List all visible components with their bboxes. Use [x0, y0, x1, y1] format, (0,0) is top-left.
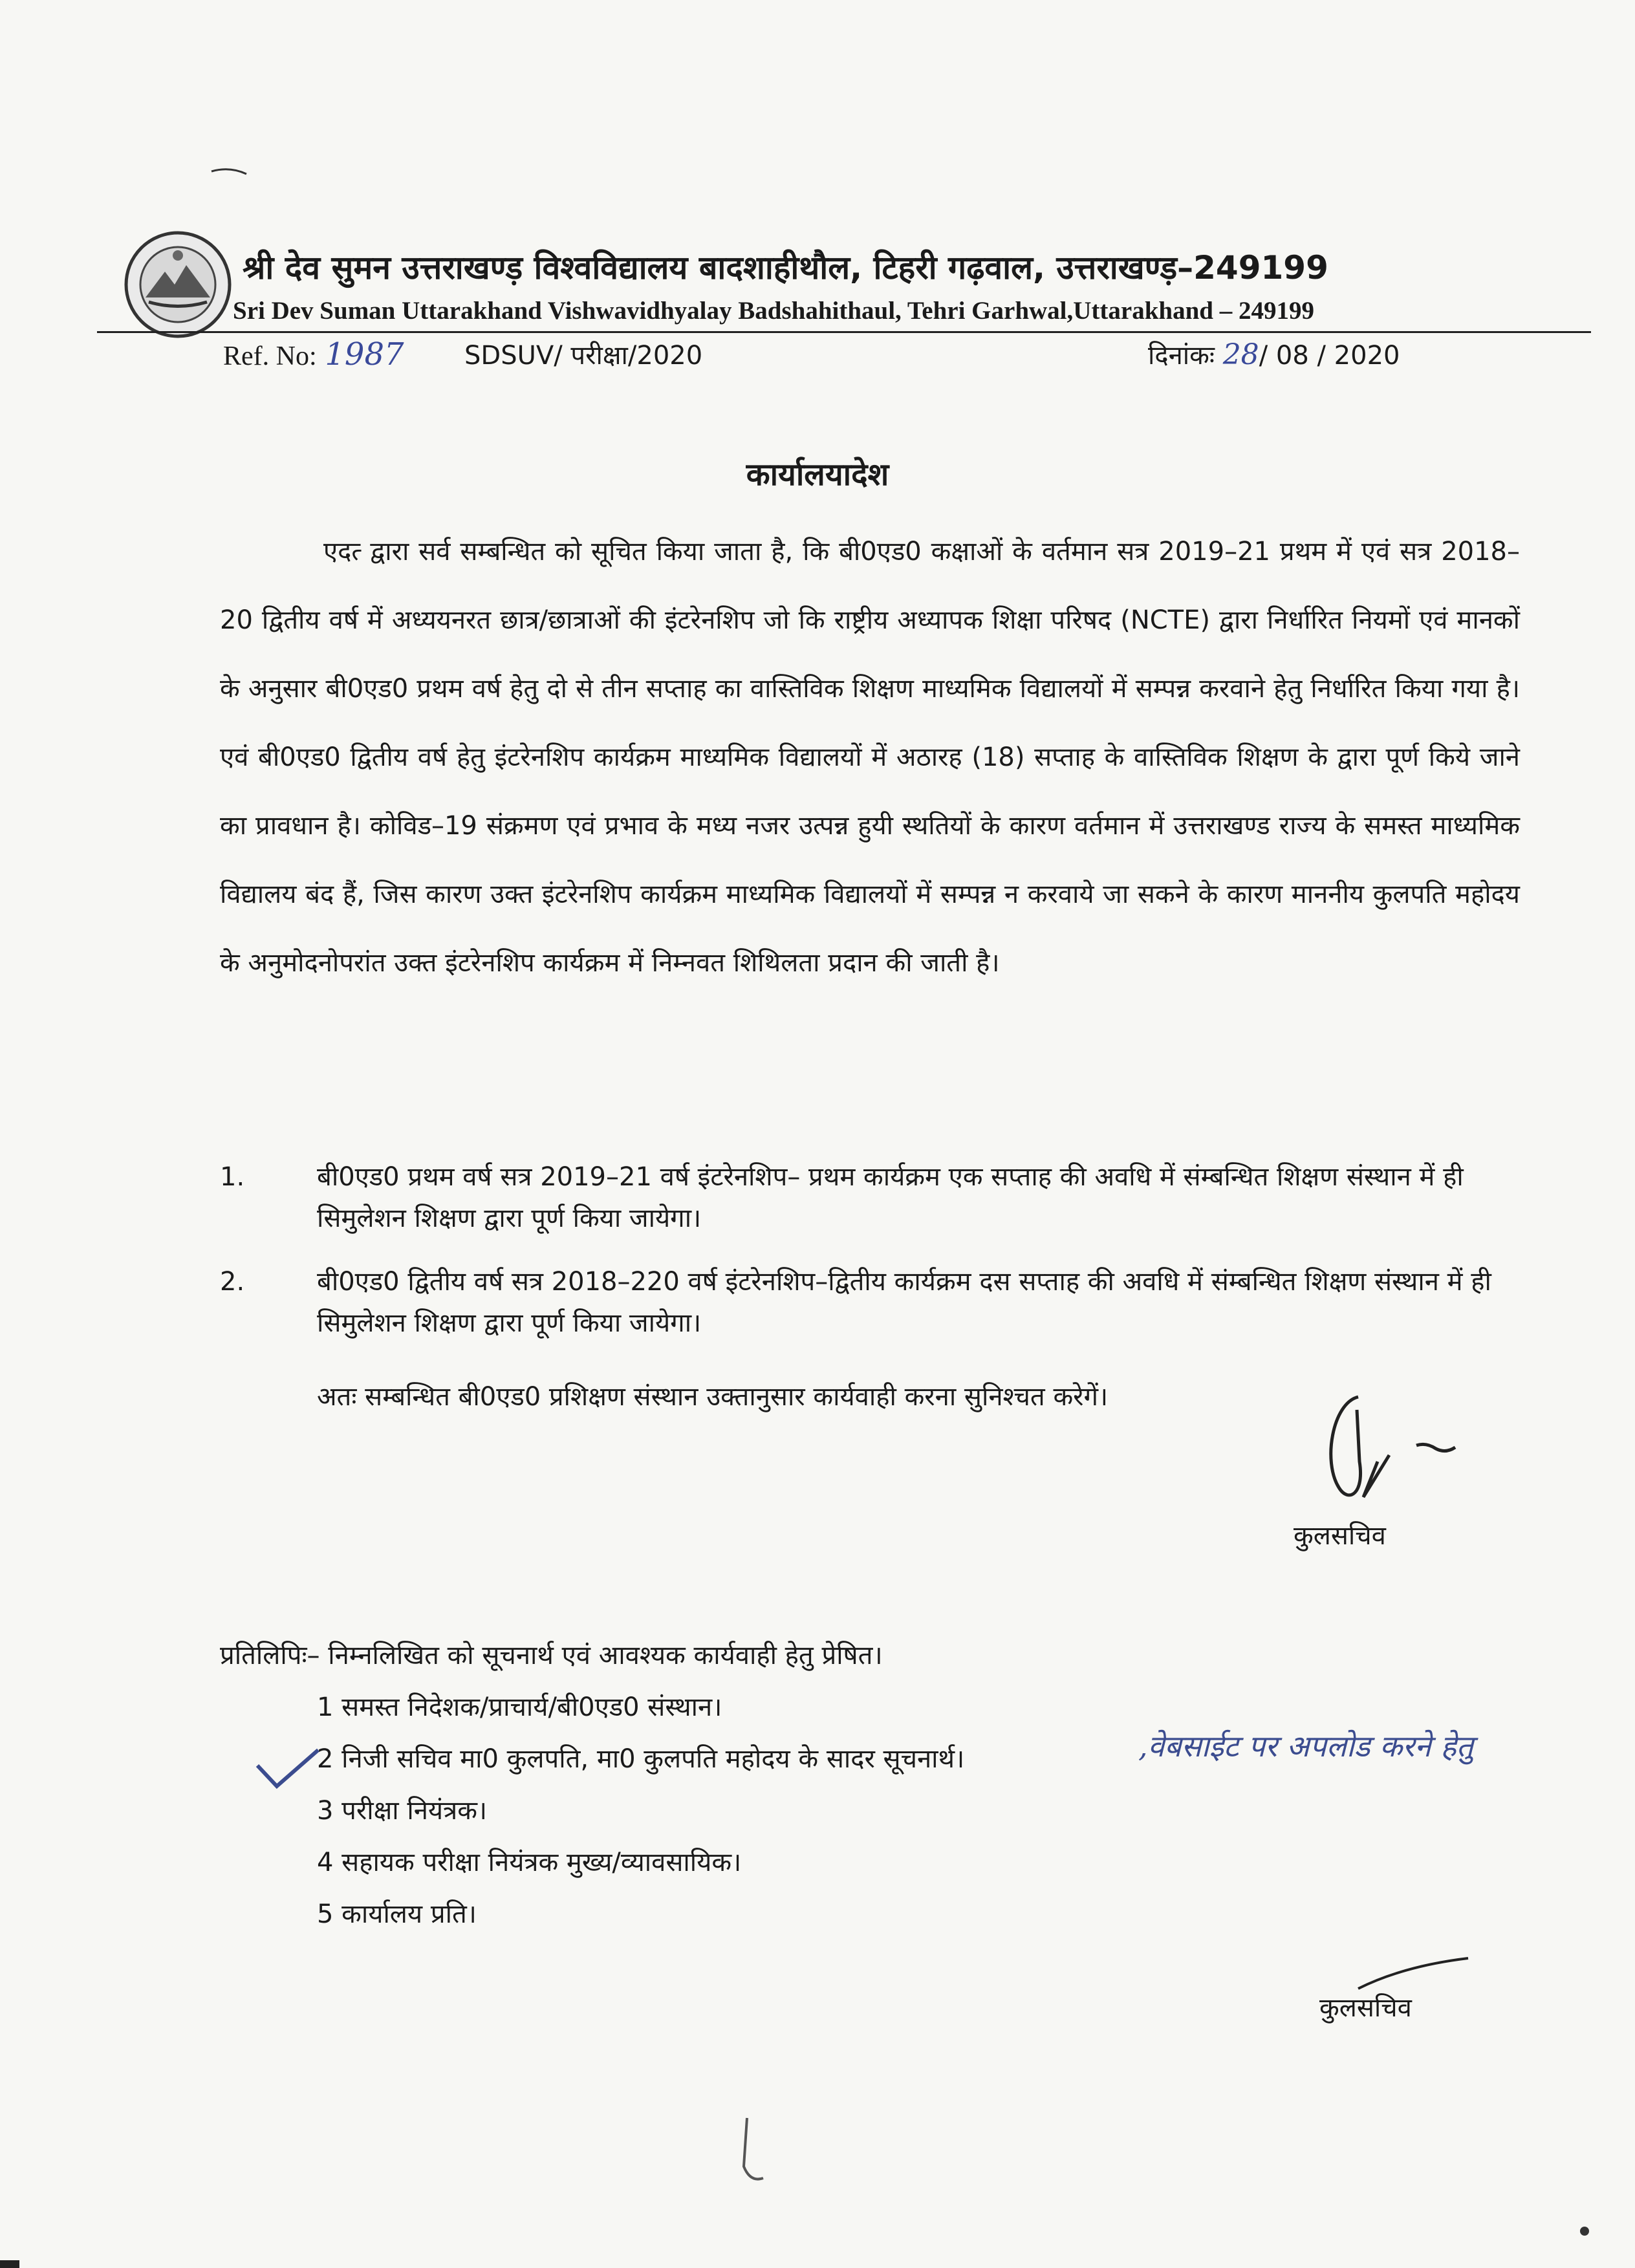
signatory-title-bottom: कुलसचिव: [1319, 1993, 1412, 2023]
order-body-paragraph: एदत्‍ द्वारा सर्व सम्बन्धित को सूचित किया जाता है, कि बी0एड0 कक्षाओं के वर्तमान सत्र 2019–21 प्रथम में एवं सत्र 2018–20 द्वितीय वर्ष में अध्ययनरत छात्र/छात्राओं की इंटरेनशिप जो कि राष्ट्रीय अध्यापक शिक्षा परिषद (NCTE) द्वारा निर्धारित नियमों एवं मानकों के अनुसार बी0एड0 प्रथम वर्ष हेतु दो से तीन सप्ताह का वास्तिविक शिक्षण माध्यमिक विद्यालयों में सम्पन्न करवाने हेतु निर्धारित किया गया है। एवं बी0एड0 द्वितीय वर्ष हेतु इंटरेनशिप कार्यक्रम माध्यमिक विद्यालयों में अठारह (18) सप्ताह के वास्तिविक शिक्षण के द्वारा पूर्ण किये जाने का प्रावधान है। कोविड–19 संक्रमण एवं प्रभाव के मध्य नजर उत्पन्न हुयी स्थतियों के कारण वर्तमान में उत्तराखण्ड राज्य के समस्त माध्यमिक विद्यालय बंद हैं, जिस कारण उक्त इंटरेनशिप कार्यक्रम माध्यमिक विद्यालयों में सम्पन्न न करवाये जा सकने के कारण माननीय कुलपति महोदय के अनुमोदनोपरांत उक्त इंटरेनशिप कार्यक्रम में निम्नवत शिथिलता प्रदान की जाती है।: [220, 537, 1520, 978]
reference-number: [223, 336, 404, 373]
date-day-handwritten: 28: [1222, 338, 1259, 371]
date-month-year: / 08 / 2020: [1259, 341, 1400, 371]
signatory-title: कुलसचिव: [1294, 1521, 1386, 1551]
ref-number-handwritten: 1987: [325, 336, 404, 373]
ref-label: Ref. No:: [223, 341, 317, 371]
university-name-hindi: श्री देव सुमन उत्तराखण्ड़ विश्वविद्यालय बादशाहीथौल, टिहरी गढ़वाल, उत्तराखण्ड़–249199: [243, 249, 1328, 286]
handwritten-note: ,वेबसाईट पर अपलोड करने हेतु: [1138, 1729, 1473, 1764]
scan-mark: [210, 165, 249, 178]
copy-list-item: 1 समस्त निदेशक/प्राचार्य/बी0एड0 संस्थान।: [317, 1692, 722, 1722]
initial-mark: [1345, 1953, 1475, 1992]
list-item-text: बी0एड0 द्वितीय वर्ष सत्र 2018–220 वर्ष इंटरेनशिप–द्वितीय कार्यक्रम दस सप्ताह की अवधि में संम्बन्धित शिक्षण संस्थान में ही सिमुलेशन शिक्षण द्वारा पूर्ण किया जायेगा।: [317, 1267, 1491, 1338]
list-item-number: 2.: [220, 1267, 245, 1297]
copy-list-item: 4 सहायक परीक्षा नियंत्रक मुख्य/व्यावसायिक।: [317, 1848, 742, 1877]
university-name-english: Sri Dev Suman Uttarakhand Vishwavidhyalay Badshahithaul, Tehri Garhwal,Uttarakhand – 249199: [233, 297, 1314, 325]
closing-statement: अतः सम्बन्धित बी0एड0 प्रशिक्षण संस्थान उक्तानुसार कार्यवाही करना सुनिश्चत करेगें।: [317, 1382, 1109, 1412]
order-title: कार्यालयादेश: [746, 457, 889, 493]
reference-code: SDSUV/ परीक्षा/2020: [464, 341, 703, 371]
scan-edge-mark: [0, 2260, 19, 2268]
copy-list-item: 3 परीक्षा नियंत्रक।: [317, 1796, 488, 1826]
date-label: दिनांकः: [1148, 341, 1215, 371]
signature-mark: [1313, 1384, 1481, 1533]
list-item-number: 1.: [220, 1162, 245, 1192]
scan-dot: [1578, 2225, 1591, 2238]
list-item-text: बी0एड0 प्रथम वर्ष सत्र 2019–21 वर्ष इंटरेनशिप– प्रथम कार्यक्रम एक सप्ताह की अवधि में संम्बन्धित शिक्षण संस्थान में ही सिमुलेशन शिक्षण द्वारा पूर्ण किया जायेगा।: [317, 1162, 1464, 1233]
scan-mark: [734, 2115, 773, 2186]
tick-mark: [252, 1746, 323, 1791]
header-divider: [97, 331, 1591, 333]
university-logo: [123, 230, 233, 340]
copy-list-item: 2 निजी सचिव मा0 कुलपति, मा0 कुलपति महोदय के सादर सूचनार्थ।: [317, 1744, 965, 1774]
copy-list-item: 5 कार्यालय प्रति।: [317, 1899, 477, 1929]
copy-to-intro: प्रतिलिपिः– निम्नलिखित को सूचनार्थ एवं आवश्यक कार्यवाही हेतु प्रेषित।: [220, 1641, 883, 1670]
order-date: [1148, 336, 1400, 372]
